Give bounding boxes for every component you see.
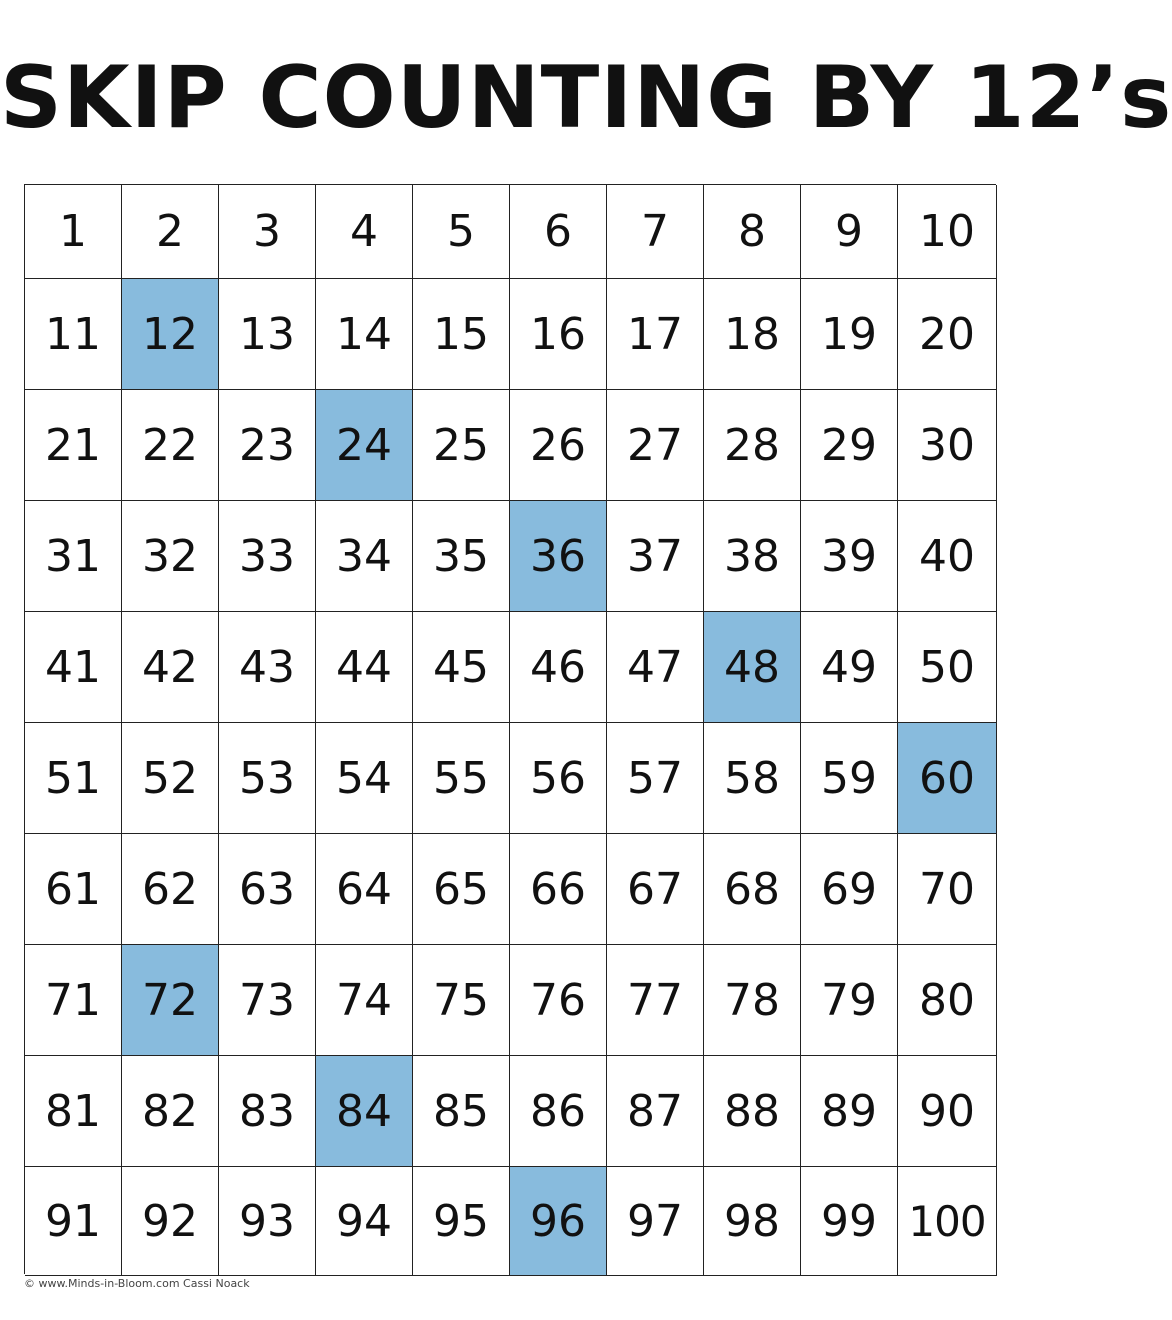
number-cell: 27 [607, 390, 704, 501]
number-cell: 41 [25, 612, 122, 723]
number-cell: 33 [219, 501, 316, 612]
number-cell: 6 [510, 185, 607, 279]
number-cell: 47 [607, 612, 704, 723]
number-cell: 93 [219, 1167, 316, 1276]
number-cell: 40 [898, 501, 997, 612]
number-cell: 61 [25, 834, 122, 945]
highlighted-number-cell: 12 [122, 279, 219, 390]
number-cell: 85 [413, 1056, 510, 1167]
number-cell: 87 [607, 1056, 704, 1167]
highlighted-number-cell: 36 [510, 501, 607, 612]
number-cell: 1 [25, 185, 122, 279]
number-cell: 13 [219, 279, 316, 390]
number-cell: 94 [316, 1167, 413, 1276]
number-cell: 19 [801, 279, 898, 390]
number-cell: 37 [607, 501, 704, 612]
number-cell: 7 [607, 185, 704, 279]
number-cell: 54 [316, 723, 413, 834]
number-cell: 11 [25, 279, 122, 390]
number-cell: 99 [801, 1167, 898, 1276]
number-cell: 3 [219, 185, 316, 279]
number-cell: 73 [219, 945, 316, 1056]
number-cell: 75 [413, 945, 510, 1056]
number-cell: 16 [510, 279, 607, 390]
number-cell: 5 [413, 185, 510, 279]
number-cell: 55 [413, 723, 510, 834]
number-cell: 20 [898, 279, 997, 390]
number-cell: 79 [801, 945, 898, 1056]
number-cell: 58 [704, 723, 801, 834]
number-cell: 67 [607, 834, 704, 945]
number-cell: 90 [898, 1056, 997, 1167]
highlighted-number-cell: 24 [316, 390, 413, 501]
number-cell: 71 [25, 945, 122, 1056]
number-cell: 4 [316, 185, 413, 279]
number-cell: 56 [510, 723, 607, 834]
number-cell: 42 [122, 612, 219, 723]
page-title: SKIP COUNTING BY 12’s [0, 48, 1172, 148]
number-cell: 29 [801, 390, 898, 501]
highlighted-number-cell: 84 [316, 1056, 413, 1167]
highlighted-number-cell: 48 [704, 612, 801, 723]
copyright-footer: © www.Minds-in-Bloom.com Cassi Noack [24, 1277, 250, 1290]
number-cell: 38 [704, 501, 801, 612]
number-cell: 17 [607, 279, 704, 390]
number-cell: 63 [219, 834, 316, 945]
number-cell: 31 [25, 501, 122, 612]
number-cell: 65 [413, 834, 510, 945]
number-cell: 53 [219, 723, 316, 834]
number-cell: 83 [219, 1056, 316, 1167]
number-cell: 49 [801, 612, 898, 723]
highlighted-number-cell: 60 [898, 723, 997, 834]
number-cell: 44 [316, 612, 413, 723]
number-cell: 2 [122, 185, 219, 279]
number-cell: 97 [607, 1167, 704, 1276]
number-cell: 46 [510, 612, 607, 723]
number-cell: 8 [704, 185, 801, 279]
number-cell: 26 [510, 390, 607, 501]
number-cell: 14 [316, 279, 413, 390]
number-cell: 51 [25, 723, 122, 834]
number-cell: 91 [25, 1167, 122, 1276]
number-cell: 98 [704, 1167, 801, 1276]
number-cell: 62 [122, 834, 219, 945]
number-cell: 89 [801, 1056, 898, 1167]
number-cell: 35 [413, 501, 510, 612]
number-cell: 25 [413, 390, 510, 501]
number-cell: 68 [704, 834, 801, 945]
number-cell: 78 [704, 945, 801, 1056]
number-cell: 15 [413, 279, 510, 390]
number-cell: 86 [510, 1056, 607, 1167]
number-cell: 39 [801, 501, 898, 612]
number-cell: 70 [898, 834, 997, 945]
number-cell: 32 [122, 501, 219, 612]
number-cell: 95 [413, 1167, 510, 1276]
number-cell: 30 [898, 390, 997, 501]
number-cell: 100 [898, 1167, 997, 1276]
number-cell: 21 [25, 390, 122, 501]
highlighted-number-cell: 72 [122, 945, 219, 1056]
number-cell: 43 [219, 612, 316, 723]
number-cell: 81 [25, 1056, 122, 1167]
highlighted-number-cell: 96 [510, 1167, 607, 1276]
number-cell: 74 [316, 945, 413, 1056]
number-cell: 34 [316, 501, 413, 612]
number-cell: 22 [122, 390, 219, 501]
number-cell: 76 [510, 945, 607, 1056]
number-cell: 77 [607, 945, 704, 1056]
number-cell: 45 [413, 612, 510, 723]
number-cell: 57 [607, 723, 704, 834]
number-cell: 80 [898, 945, 997, 1056]
hundreds-chart [24, 184, 996, 1274]
number-cell: 52 [122, 723, 219, 834]
number-cell: 64 [316, 834, 413, 945]
number-cell: 66 [510, 834, 607, 945]
number-cell: 28 [704, 390, 801, 501]
number-cell: 69 [801, 834, 898, 945]
number-cell: 50 [898, 612, 997, 723]
number-cell: 18 [704, 279, 801, 390]
number-cell: 88 [704, 1056, 801, 1167]
number-cell: 23 [219, 390, 316, 501]
number-cell: 10 [898, 185, 997, 279]
number-cell: 92 [122, 1167, 219, 1276]
number-cell: 59 [801, 723, 898, 834]
number-cell: 9 [801, 185, 898, 279]
number-cell: 82 [122, 1056, 219, 1167]
